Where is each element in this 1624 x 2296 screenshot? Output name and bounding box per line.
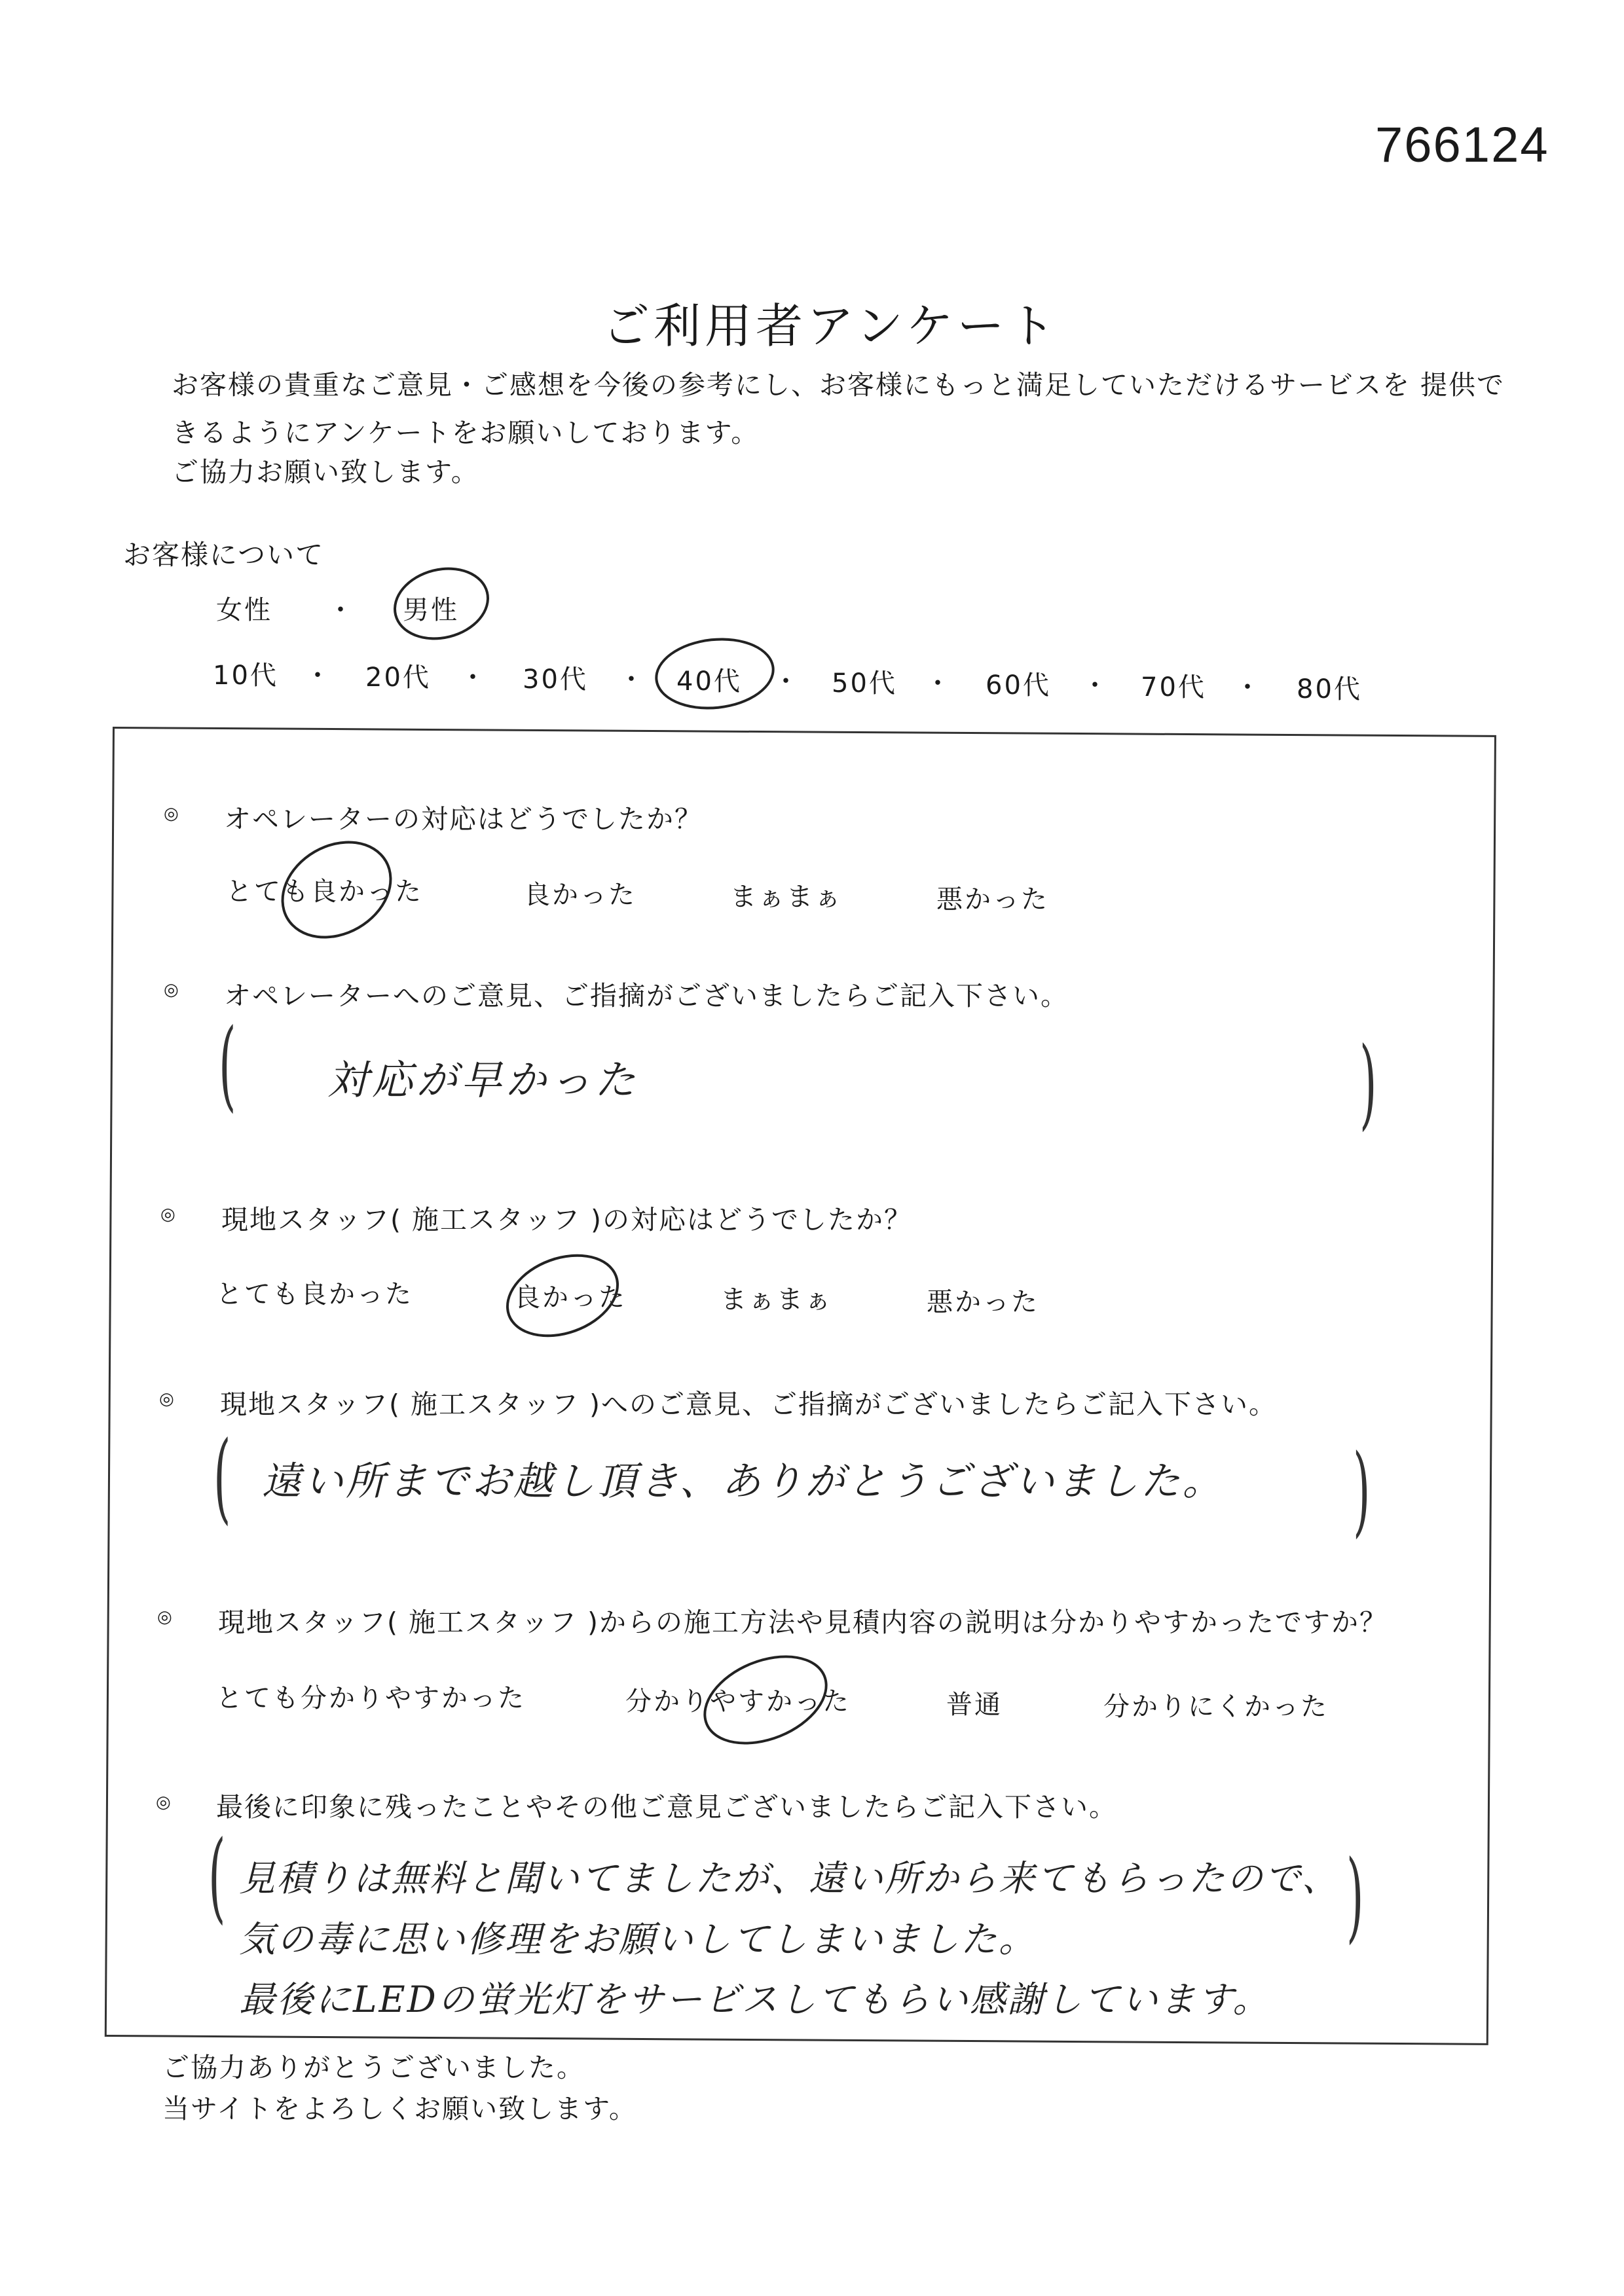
selection-circle-40s <box>652 632 778 716</box>
q1-option-good[interactable]: 良かった <box>524 880 637 910</box>
footer-site-note: 当サイトをよろしくお願い致します。 <box>162 2093 637 2124</box>
bullet-icon: ◎ <box>164 804 179 824</box>
age-option-70s[interactable]: 70代 <box>1141 672 1206 702</box>
document-id: 766124 <box>1375 117 1549 173</box>
question-final-impressions: 最後に印象に残ったことやその他ご意見ございましたらご記入下さい。 <box>216 1791 1117 1823</box>
separator: ・ <box>1082 670 1108 701</box>
gender-option-female[interactable]: 女性 <box>216 595 272 625</box>
separator: ・ <box>618 665 644 695</box>
footer-thanks: ご協力ありがとうございました。 <box>162 2052 585 2083</box>
age-option-20s[interactable]: 20代 <box>365 663 431 693</box>
q5-option-normal[interactable]: 普通 <box>946 1690 1003 1720</box>
separator: ・ <box>925 668 951 699</box>
separator: ・ <box>773 666 799 697</box>
selection-circle-male <box>386 558 497 650</box>
page-title: ご利用者アンケート <box>602 299 1060 354</box>
question-staff-response: 現地スタッフ( 施工スタッフ )の対応はどうでしたか？ <box>221 1204 913 1235</box>
question-operator-response: オペレーターの対応はどうでしたか？ <box>224 803 703 835</box>
question-explanation-clarity: 現地スタッフ( 施工スタッフ )からの施工方法や見積内容の説明は分かりやすかったですか？ <box>218 1607 1388 1638</box>
age-option-60s[interactable]: 60代 <box>986 670 1051 701</box>
open-bracket-q4: ( <box>213 1421 231 1535</box>
q5-option-clear[interactable]: 分かりやすかった <box>625 1686 851 1717</box>
age-option-80s[interactable]: 80代 <box>1297 674 1362 704</box>
handwritten-answer-q6-line-2: 気の毒に思い修理をお願いしてしまいました。 <box>239 1918 1037 1960</box>
q1-option-very-good[interactable]: とても良かった <box>226 877 423 907</box>
q3-option-very-good[interactable]: とても良かった <box>216 1279 413 1309</box>
bullet-icon: ◎ <box>157 1607 172 1627</box>
bullet-icon: ◎ <box>156 1793 171 1812</box>
separator: ・ <box>304 661 331 691</box>
handwritten-answer-q2: 対応が早かった <box>327 1056 640 1104</box>
close-bracket-q2: ) <box>1359 1027 1377 1140</box>
gender-option-male[interactable]: 男性 <box>403 595 459 625</box>
open-bracket-q2: ( <box>219 1008 236 1122</box>
handwritten-answer-q6-line-1: 見積りは無料と聞いてましたが、遠い所から来てもらったので、 <box>239 1857 1340 1899</box>
q5-option-unclear[interactable]: 分かりにくかった <box>1103 1692 1329 1722</box>
close-bracket-q4: ) <box>1353 1434 1371 1548</box>
intro-line-3: ご協力お願い致します。 <box>172 456 479 488</box>
q3-option-average[interactable]: まぁまぁ <box>720 1285 833 1315</box>
bullet-icon: ◎ <box>164 980 179 1000</box>
q3-option-bad[interactable]: 悪かった <box>927 1287 1039 1317</box>
separator: ・ <box>460 663 486 693</box>
intro-line-2: きるようにアンケートをお願いしております。 <box>172 417 760 448</box>
handwritten-answer-q4: 遠い所までお越し頂き、ありがとうございました。 <box>262 1459 1225 1504</box>
customer-heading: お客様について <box>123 539 325 571</box>
question-staff-comments: 現地スタッフ( 施工スタッフ )へのご意見、ご指摘がございましたらご記入下さい。 <box>220 1389 1278 1420</box>
separator: ・ <box>327 595 354 625</box>
q5-option-very-clear[interactable]: とても分かりやすかった <box>216 1683 526 1713</box>
q1-option-average[interactable]: まぁまぁ <box>730 882 843 912</box>
q3-option-good[interactable]: 良かった <box>514 1283 627 1313</box>
bullet-icon: ◎ <box>159 1389 174 1409</box>
handwritten-answer-q6-line-3: 最後にLEDの蛍光灯をサービスしてもらい感謝しています。 <box>239 1978 1271 2020</box>
separator: ・ <box>1234 672 1261 702</box>
open-bracket-q6: ( <box>208 1820 226 1934</box>
bullet-icon: ◎ <box>160 1205 175 1224</box>
q1-option-bad[interactable]: 悪かった <box>936 884 1049 915</box>
age-option-50s[interactable]: 50代 <box>832 668 897 699</box>
close-bracket-q6: ) <box>1346 1840 1364 1954</box>
question-operator-comments: オペレーターへのご意見、ご指摘がございましたらご記入下さい。 <box>224 980 1069 1011</box>
intro-line-1: お客様の貴重なご意見・ご感想を今後の参考にし、お客様にもっと満足していただけるサービスを 提供で <box>172 369 1505 401</box>
age-option-10s[interactable]: 10代 <box>213 661 278 691</box>
age-option-30s[interactable]: 30代 <box>523 665 588 695</box>
age-option-40s[interactable]: 40代 <box>676 666 742 697</box>
